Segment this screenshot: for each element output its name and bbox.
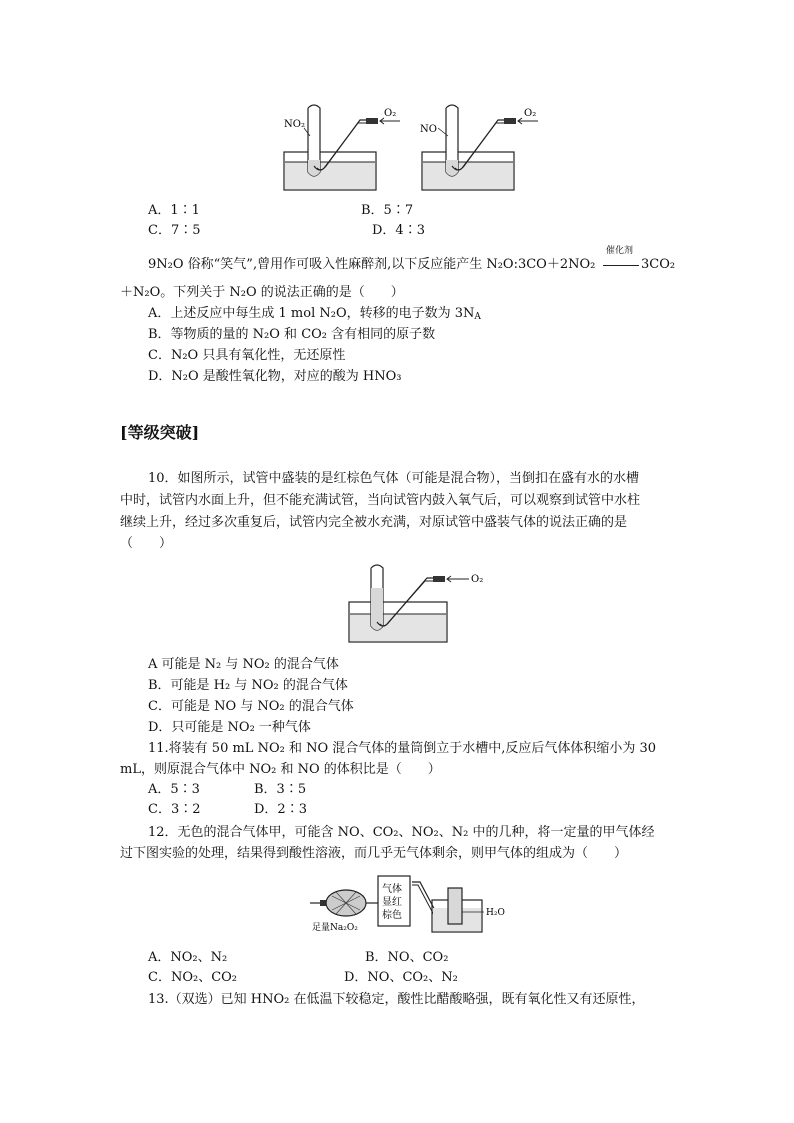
q9-line1: 9N₂O 俗称“笑气”,曾用作可吸入性麻醉剂,以下反应能产生 N₂O:3CO＋2NO₂ — [148, 257, 596, 272]
q9-line2: ＋N₂O。下列关于 N₂O 的说法正确的是（ ） — [120, 285, 404, 300]
q10-gas-label: O₂ — [471, 574, 484, 585]
q12-option-d: D．NO、CO₂、N₂ — [344, 970, 458, 985]
q10-option-a: A 可能是 N₂ 与 NO₂ 的混合气体 — [148, 657, 339, 672]
q12-figure — [308, 870, 528, 938]
q12-box-line1: 气体 — [382, 884, 402, 895]
q8-option-d: D．4∶3 — [372, 223, 425, 238]
q10-line4: （ ） — [120, 536, 173, 551]
q8-option-b: B．5∶7 — [361, 203, 414, 218]
q10-option-d: D．只可能是 NO₂ 一种气体 — [148, 720, 311, 735]
q11-option-d: D．2∶3 — [254, 802, 307, 817]
q10-line2: 中时，试管内水面上升，但不能充满试管，当向试管内鼓入氧气后，可以观察到试管中水柱 — [120, 493, 641, 508]
q9-line1-end: 3CO₂ — [641, 257, 676, 272]
q9-option-a-sub: A — [474, 312, 481, 322]
left-tube-label: NO₂ — [284, 119, 305, 130]
q12-water-label: H₂O — [486, 908, 505, 918]
q9-option-a — [148, 305, 481, 326]
right-gas-label: O₂ — [524, 108, 537, 119]
q12-option-a: A．NO₂、N₂ — [148, 950, 228, 965]
q10-line3: 继续上升，经过多次重复后，试管内完全被水充满，对原试管中盛装气体的说法正确的是 — [120, 515, 628, 530]
section-heading: [等级突破] — [120, 423, 200, 442]
q12-box-line2: 显红 — [382, 897, 402, 908]
top-figure — [280, 100, 560, 196]
q9-option-a-text: A．上述反应中每生成 1 mol N₂O，转移的电子数为 3N — [148, 306, 475, 321]
q9-option-b: B．等物质的量的 N₂O 和 CO₂ 含有相同的原子数 — [148, 327, 436, 342]
q11-option-c: C．3∶2 — [148, 802, 201, 817]
q10-line1: 10．如图所示，试管中盛装的是红棕色气体（可能是混合物），当倒扣在盛有水的水槽 — [148, 471, 640, 486]
q8-option-a: A．1∶1 — [148, 203, 200, 218]
q10-option-c: C．可能是 NO 与 NO₂ 的混合气体 — [148, 699, 354, 714]
q11-option-b: B．3∶5 — [254, 782, 307, 797]
q10-option-b: B．可能是 H₂ 与 NO₂ 的混合气体 — [148, 678, 348, 693]
q10-figure — [345, 560, 495, 646]
q12-box-line3: 棕色 — [382, 910, 402, 921]
q12-option-b: B．NO、CO₂ — [365, 950, 449, 965]
q9-catalyst: 催化剂 — [606, 246, 634, 256]
right-apparatus — [422, 105, 538, 190]
q12-line2: 过下图实验的处理，结果得到酸性溶液，而几乎无气体剩余，则甲气体的组成为（ ） — [120, 846, 628, 861]
left-apparatus — [284, 105, 400, 190]
q13-line1: 13.（双选）已知 HNO₂ 在低温下较稳定，酸性比醋酸略强，既有氧化性又有还原性， — [148, 992, 645, 1007]
q9-reaction-arrow — [603, 265, 639, 266]
q12-option-c: C．NO₂、CO₂ — [148, 970, 238, 985]
q12-line1: 12．无色的混合气体甲，可能含 NO、CO₂、NO₂、N₂ 中的几种，将一定量的甲气体经 — [148, 825, 655, 840]
q9-option-c: C．N₂O 只具有氧化性，无还原性 — [148, 348, 346, 363]
q8-option-c: C．7∶5 — [148, 223, 201, 238]
q9-option-d: D．N₂O 是酸性氧化物，对应的酸为 HNO₃ — [148, 369, 402, 384]
left-gas-label: O₂ — [384, 108, 397, 119]
right-tube-label: NO — [420, 124, 437, 135]
q12-reagent-label: 足量Na₂O₂ — [312, 923, 358, 933]
q11-option-a: A．5∶3 — [148, 782, 200, 797]
q11-line2: mL，则原混合气体中 NO₂ 和 NO 的体积比是（ ） — [120, 762, 441, 777]
q11-line1: 11.将装有 50 mL NO₂ 和 NO 混合气体的量筒倒立于水槽中,反应后气体体积缩小为 30 — [148, 741, 657, 756]
